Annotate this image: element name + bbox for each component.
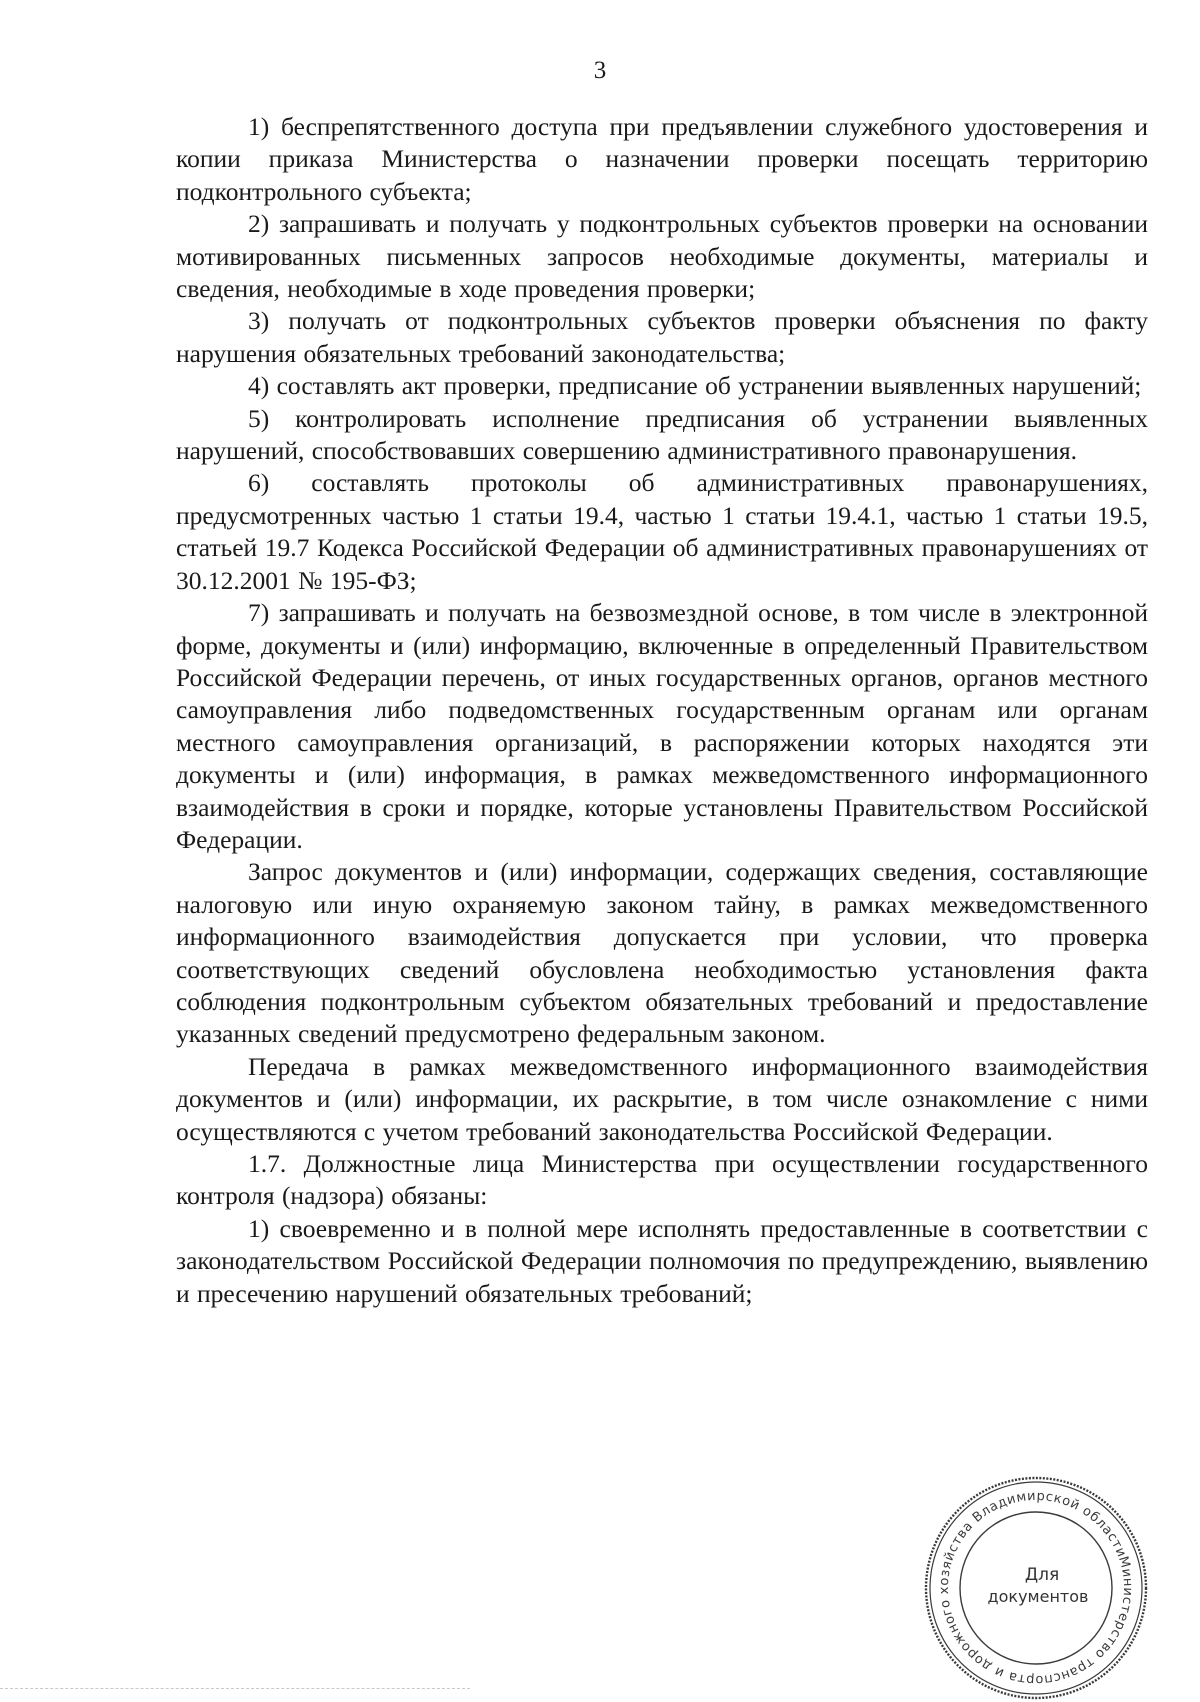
paragraph-interagency-request: Запрос документов и (или) информации, содержащих сведения, составляющие налоговую или иную охраняемую законом тайну, в рамках межведомственного информационного взаимодействия допускается при условии, что проверка соответствующих сведений обусловлена необходимостью установления факта соблюдения подконтрольным субъектом обязательных требований и предоставление указанных сведений предусмотрено федеральным законом. <box>176 857 1148 1049</box>
document-body <box>176 111 1148 1310</box>
paragraph-interagency-transfer: Передача в рамках межведомственного информационного взаимодействия документов и (или) информации, их раскрытие, в том числе ознакомление с ними осуществляются с учетом требований законодательства Российской Федерации. <box>176 1051 1148 1146</box>
page-number: 3 <box>593 57 607 84</box>
paragraph-right-1: 1) беспрепятственного доступа при предъявлении служебного удостоверения и копии приказа Министерства о назначении проверки посещать территорию подконтрольного субъекта; <box>176 112 1148 206</box>
paragraph-right-7: 7) запрашивать и получать на безвозмездной основе, в том числе в электронной форме, документы и (или) информацию, включенные в определенный Правительством Российской Федерации перечень, от иных государственных органов, органов местного самоуправления либо подведомственных государственным органам или органам местного самоуправления организаций, в распоряжении которых находятся эти документы и (или) информация, в рамках межведомственного информационного взаимодействия в сроки и порядке, которые установлены Правительством Российской Федерации. <box>176 598 1148 854</box>
paragraph-right-5: 5) контролировать исполнение предписания об устранении выявленных нарушений, способствовавших совершению административного правонарушения. <box>176 403 1148 466</box>
paragraph-right-4: 4) составлять акт проверки, предписание об устранении выявленных нарушений; <box>248 371 1142 401</box>
seal-center-line1: Для <box>1024 1565 1060 1585</box>
scan-edge-artifact <box>0 1688 470 1689</box>
official-seal <box>922 1474 1150 1702</box>
paragraph-duty-1: 1) своевременно и в полной мере исполнять предоставленные в соответствии с законодательством Российской Федерации полномочия по предупреждению, выявлению и пресечению нарушений обязательных требований; <box>176 1213 1148 1308</box>
seal-center-line2: документов <box>987 1587 1089 1606</box>
paragraph-section-1-7: 1.7. Должностные лица Министерства при осуществлении государственного контроля (надзора) обязаны: <box>176 1149 1148 1211</box>
paragraph-right-3: 3) получать от подконтрольных субъектов проверки объяснения по факту нарушения обязательных требований законодательства; <box>176 306 1148 368</box>
paragraph-right-2: 2) запрашивать и получать у подконтрольных субъектов проверки на основании мотивированных письменных запросов необходимые документы, материалы и сведения, необходимые в ходе проведения проверки; <box>176 209 1148 304</box>
seal-ring-text: Министерство транспорта и дорожного хозяйства Владимирской области <box>936 1488 1136 1688</box>
paragraph-right-6: 6) составлять протоколы об административных правонарушениях, предусмотренных частью 1 статьи 19.4, частью 1 статьи 19.4.1, частью 1 статьи 19.5, статьей 19.7 Кодекса Российской Федерации об административных правонарушениях от 30.12.2001 № 195-ФЗ; <box>176 468 1148 595</box>
